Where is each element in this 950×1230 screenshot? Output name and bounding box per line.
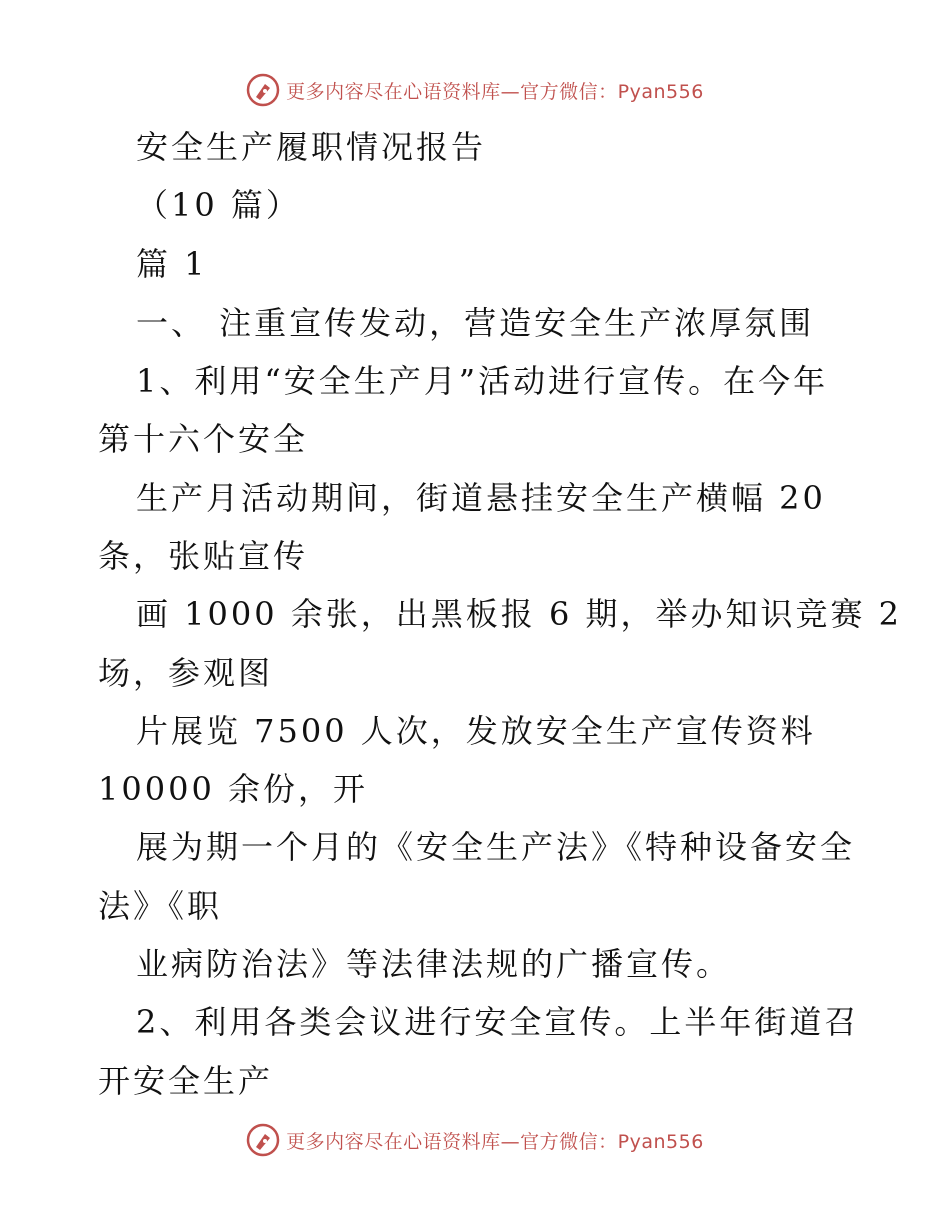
paragraph-line: 10000 余份，开 xyxy=(98,770,368,808)
header-watermark xyxy=(0,70,950,110)
pen-nib-logo-icon xyxy=(246,73,280,107)
paragraph-line: 第十六个安全 xyxy=(98,420,309,458)
pen-nib-logo-icon xyxy=(246,1123,280,1157)
footer-watermark xyxy=(0,1120,950,1160)
section-heading: 一、 注重宣传发动，营造安全生产浓厚氛围 xyxy=(136,304,815,342)
paragraph-line: 1、利用“安全生产月”活动进行宣传。在今年 xyxy=(136,362,829,400)
paragraph-line: 场，参观图 xyxy=(98,654,274,692)
paragraph-line: 业病防治法》等法律法规的广播宣传。 xyxy=(136,945,732,983)
paragraph-line: 2、利用各类会议进行安全宣传。上半年街道召 xyxy=(136,1003,860,1041)
paragraph-line: 生产月活动期间，街道悬挂安全生产横幅 20 xyxy=(136,479,826,517)
watermark-text: 更多内容尽在心语资料库—官方微信：Pyan556 xyxy=(286,80,704,103)
paragraph-line: 条，张贴宣传 xyxy=(98,537,309,575)
paragraph-line: 法》《职 xyxy=(98,887,223,925)
document-subtitle: （10 篇） xyxy=(136,186,301,224)
paragraph-line: 开安全生产 xyxy=(98,1062,274,1100)
section-label: 篇 1 xyxy=(136,245,208,283)
paragraph-line: 画 1000 余张，出黑板报 6 期，举办知识竞赛 2 xyxy=(136,595,903,633)
watermark-text: 更多内容尽在心语资料库—官方微信：Pyan556 xyxy=(286,1130,704,1153)
paragraph-line: 片展览 7500 人次，发放安全生产宣传资料 xyxy=(136,712,816,750)
paragraph-line: 展为期一个月的《安全生产法》《特种设备安全 xyxy=(136,828,856,866)
document-title: 安全生产履职情况报告 xyxy=(136,128,487,166)
